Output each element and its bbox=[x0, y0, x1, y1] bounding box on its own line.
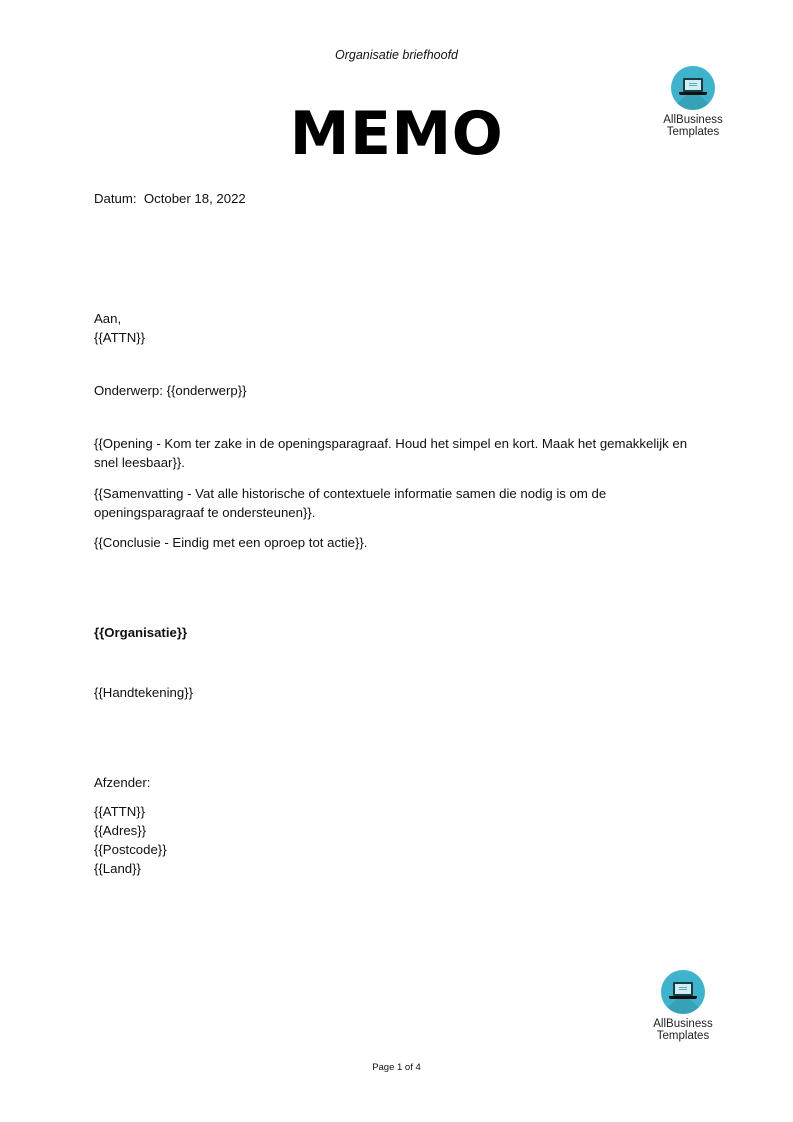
subject-line bbox=[94, 381, 247, 400]
allbusiness-logo-bottom bbox=[643, 970, 723, 1042]
page-title: MEMO bbox=[289, 99, 504, 169]
laptop-icon bbox=[661, 970, 705, 1014]
sender-postcode: {{Postcode}} bbox=[94, 842, 167, 857]
organisation-name: {{Organisatie}} bbox=[94, 625, 188, 640]
recipient-block bbox=[94, 309, 145, 347]
letterhead-note: Organisatie briefhoofd bbox=[335, 48, 458, 62]
subject-value: {{onderwerp}} bbox=[166, 383, 247, 398]
to-label: Aan, bbox=[94, 311, 122, 326]
paragraph-conclusion: {{Conclusie - Eindig met een oproep tot actie}}. bbox=[94, 535, 368, 550]
allbusiness-logo-top bbox=[653, 66, 733, 138]
to-value: {{ATTN}} bbox=[94, 330, 146, 345]
sender-address-block bbox=[94, 802, 167, 878]
paragraph-opening: {{Opening - Kom ter zake in de openingsparagraaf. Houd het simpel en kort. Maak het gemakkelijk en snel leesbaar}}. bbox=[94, 436, 688, 470]
signature-placeholder: {{Handtekening}} bbox=[94, 685, 194, 700]
subject-label: Onderwerp: bbox=[94, 383, 163, 398]
date-line bbox=[94, 189, 246, 208]
sender-attn: {{ATTN}} bbox=[94, 804, 146, 819]
logo-label: AllBusiness Templates bbox=[663, 114, 723, 138]
laptop-icon bbox=[671, 66, 715, 110]
sender-address: {{Adres}} bbox=[94, 823, 147, 838]
paragraph-summary: {{Samenvatting - Vat alle historische of contextuele informatie samen die nodig is om de openingsparagraaf te ondersteunen}}. bbox=[94, 486, 607, 520]
sender-country: {{Land}} bbox=[94, 861, 141, 876]
logo-label: AllBusiness Templates bbox=[653, 1018, 713, 1042]
page-number: Page 1 of 4 bbox=[372, 1062, 421, 1073]
date-value: October 18, 2022 bbox=[143, 191, 246, 206]
date-label: Datum: bbox=[94, 191, 137, 206]
sender-label: Afzender: bbox=[94, 775, 151, 790]
